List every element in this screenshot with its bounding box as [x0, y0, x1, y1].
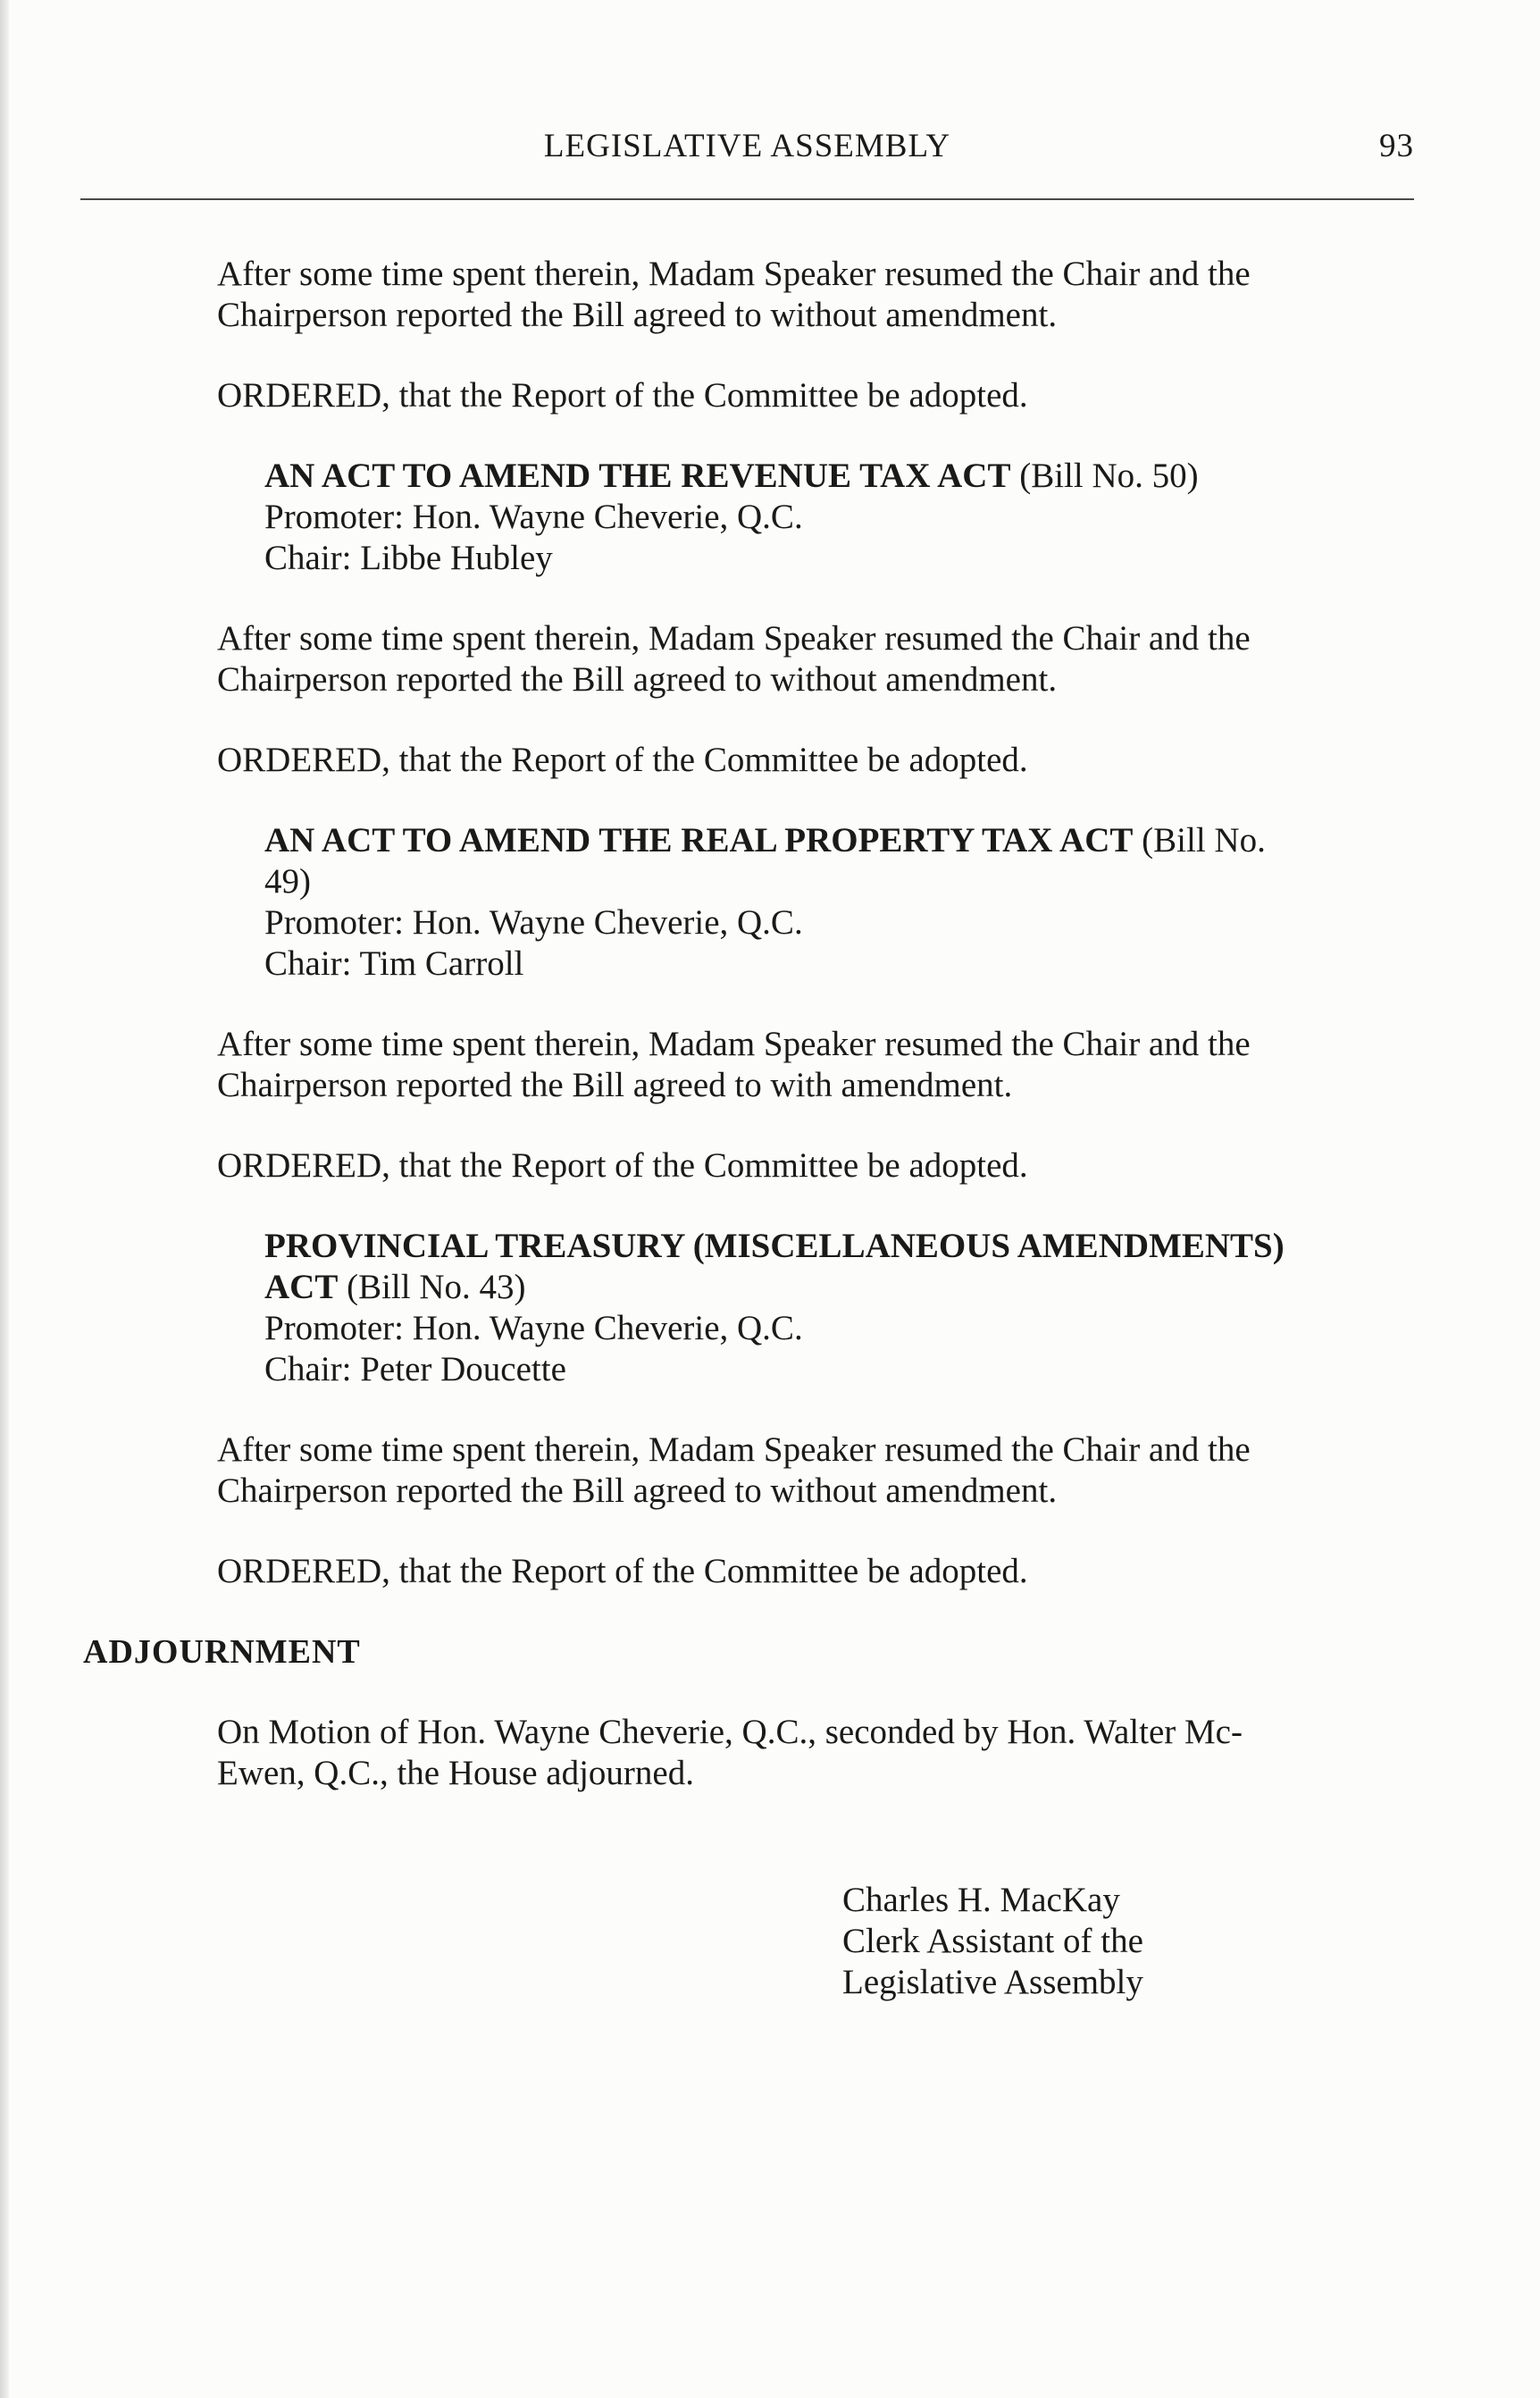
bill-title-bold: ACT [264, 1268, 339, 1306]
paragraph-line: Chairperson reported the Bill agreed to without amendment. [217, 296, 1058, 334]
bill-entry-43 [264, 1226, 1419, 1390]
paragraph-adjournment [217, 1712, 1419, 1794]
paragraph-line: Chairperson reported the Bill agreed to without amendment. [217, 1472, 1058, 1510]
section-heading-adjournment: ADJOURNMENT [83, 1633, 361, 1671]
signatory-name: Charles H. MacKay [842, 1881, 1120, 1919]
bill-title-bold: AN ACT TO AMEND THE REAL PROPERTY TAX ACT [264, 821, 1134, 859]
signatory-title: Legislative Assembly [842, 1963, 1143, 2001]
signature-block [842, 1880, 1414, 2003]
bill-title-continued: 49) [264, 862, 311, 901]
paragraph-line: After some time spent therein, Madam Speaker resumed the Chair and the [217, 255, 1251, 293]
bill-promoter: Promoter: Hon. Wayne Cheverie, Q.C. [264, 903, 803, 942]
ordered-3: ORDERED, that the Report of the Committee be adopted. [217, 1146, 1028, 1185]
paragraph-line: Ewen, Q.C., the House adjourned. [217, 1754, 694, 1792]
bill-entry-50 [264, 456, 1419, 579]
ordered-2: ORDERED, that the Report of the Committee be adopted. [217, 741, 1028, 779]
page-body [0, 254, 1540, 2003]
paragraph-line: After some time spent therein, Madam Speaker resumed the Chair and the [217, 1430, 1251, 1469]
page-number: 93 [1379, 128, 1414, 164]
bill-title-bold: PROVINCIAL TREASURY (MISCELLANEOUS AMENDMENTS) [264, 1227, 1285, 1265]
paragraph-line: After some time spent therein, Madam Speaker resumed the Chair and the [217, 619, 1251, 658]
paragraph-report-4 [217, 1430, 1419, 1512]
bill-title [264, 1226, 1419, 1267]
paragraph-line: Chairperson reported the Bill agreed to without amendment. [217, 660, 1058, 699]
paragraph-line: On Motion of Hon. Wayne Cheverie, Q.C., seconded by Hon. Walter Mc- [217, 1713, 1243, 1751]
bill-number: (Bill No. [1133, 821, 1266, 859]
bill-chair: Chair: Peter Doucette [264, 1350, 566, 1388]
paragraph-line: After some time spent therein, Madam Speaker resumed the Chair and the [217, 1025, 1251, 1063]
ordered-4: ORDERED, that the Report of the Committee be adopted. [217, 1552, 1028, 1590]
header-rule [80, 198, 1414, 200]
bill-chair: Chair: Tim Carroll [264, 944, 524, 983]
bill-promoter: Promoter: Hon. Wayne Cheverie, Q.C. [264, 1309, 803, 1347]
paragraph-report-3 [217, 1024, 1419, 1106]
bill-chair: Chair: Libbe Hubley [264, 539, 553, 577]
paragraph-report-1 [217, 254, 1419, 336]
bill-entry-49 [264, 820, 1419, 985]
header-title: LEGISLATIVE ASSEMBLY [543, 128, 951, 164]
bill-number: (Bill No. 50) [1010, 457, 1199, 495]
ordered-1: ORDERED, that the Report of the Committee be adopted. [217, 376, 1028, 415]
paragraph-line: Chairperson reported the Bill agreed to with amendment. [217, 1066, 1013, 1104]
bill-number: (Bill No. 43) [338, 1268, 526, 1306]
bill-title [264, 456, 1419, 497]
bill-promoter: Promoter: Hon. Wayne Cheverie, Q.C. [264, 498, 803, 536]
bill-title-continued [264, 1267, 1419, 1308]
page-header [80, 127, 1414, 172]
bill-title [264, 820, 1419, 861]
signatory-title: Clerk Assistant of the [842, 1922, 1143, 1960]
bill-title-bold: AN ACT TO AMEND THE REVENUE TAX ACT [264, 457, 1011, 495]
paragraph-report-2 [217, 618, 1419, 700]
